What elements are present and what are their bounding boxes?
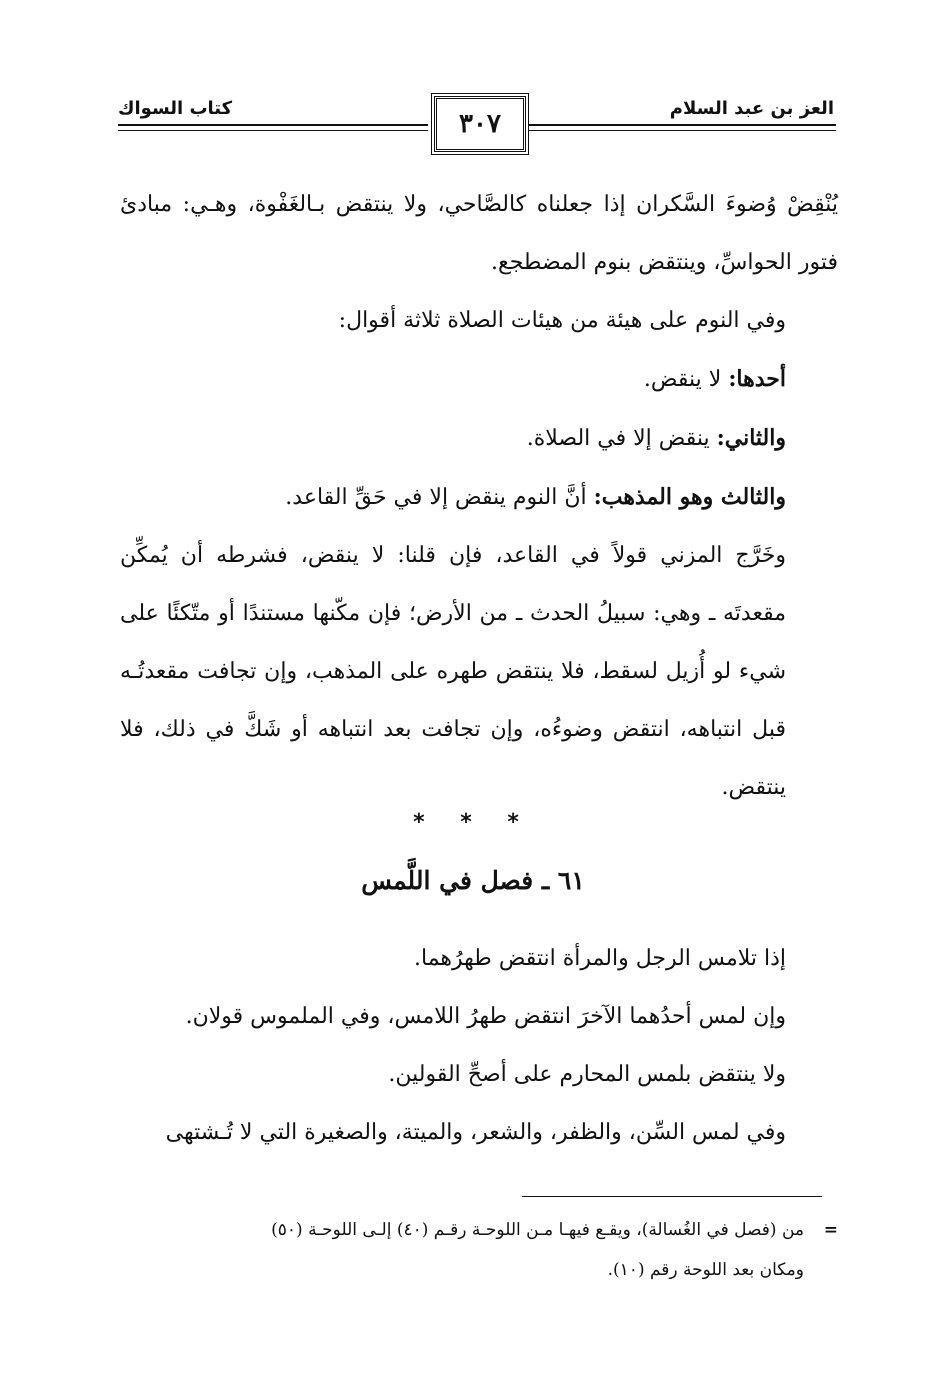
page-number: ٣٠٧ (434, 96, 526, 152)
footnote-line-1 (118, 1210, 838, 1250)
header-rule-left-thin (118, 130, 428, 131)
footnote-text-1: من (فصل في الغُسالة)، ويقـع فيهـا مـن اللوحـة رقـم (٤٠) إلـى اللوحـة (٥٠) (271, 1220, 804, 1240)
opinion-2-label: والثاني: (716, 425, 786, 451)
footnote (118, 1210, 838, 1290)
paragraph-1: يُنْقِضْ وُضوءَ السَّكران إذا جعلناه كالصَّاحي، ولا ينتقض بـالغَفْوة، وهـي: مبادئ فتور الحواسِّ، وينتقض بنوم المضطجع. (120, 192, 838, 275)
footnote-rule (522, 1196, 822, 1197)
opinion-1-text: لا ينقض. (643, 367, 722, 392)
opinion-2-text: ينقض إلا في الصلاة. (526, 426, 710, 451)
section-paragraph-4: وفي لمس السِّن، والظفر، والشعر، والميتة، والصغيرة التي لا تُـشتهى (165, 1120, 786, 1145)
header-rule-right (528, 124, 836, 126)
section-text (120, 930, 838, 1162)
header-book-title: كتاب السواك (118, 98, 233, 119)
opinion-3-text: أنَّ النوم ينقض إلا في حَقِّ القاعد. (285, 485, 587, 510)
section-paragraph-2: وإن لمس أحدُهما الآخرَ انتقض طهرُ اللامس، وفي الملموس قولان. (185, 1004, 786, 1029)
opinion-3-label: والثالث وهو المذهب: (593, 484, 786, 510)
header-rule-right-thin (528, 130, 836, 131)
opinion-1-label: أحدها: (728, 366, 786, 392)
paragraph-intro: وفي النوم على هيئة من هيئات الصلاة ثلاثة أقوال: (338, 308, 786, 333)
main-text (120, 176, 838, 817)
opinion-1 (120, 350, 838, 409)
opinion-3 (120, 468, 838, 527)
paragraph-2: وخَرَّج المزني قولاً في القاعد، فإن قلنا: لا ينقض، فشرطه أن يُمكِّن مقعدتَه ـ وهي: سبيلُ الحدث ـ من الأرض؛ فإن مكّنها مستندًا أو متّكئًا على شيء لو أُزيل لسقط، فلا ينتقض طهره على المذهب، وإن تجافت مقعدتُـه قبل انتباهه، انتقض وضوءُه، وإن تجافت بعد انتباهه أو شَكَّ في ذلك، فلا ينتقض. (120, 543, 786, 800)
section-separator: * * * (413, 810, 533, 835)
section-paragraph-1: إذا تلامس الرجل والمرأة انتقض طهرُهما. (414, 946, 786, 971)
header-author: العز بن عبد السلام (669, 98, 834, 119)
opinion-2 (120, 409, 838, 468)
header-rule-left (118, 124, 428, 126)
footnote-line-2: ومكان بعد اللوحة رقم (١٠). (607, 1260, 804, 1280)
section-paragraph-3: ولا ينتقض بلمس المحارم على أصحِّ القولين. (388, 1062, 786, 1087)
section-heading: ٦١ ـ فصل في اللَّمس (361, 866, 585, 895)
footnote-mark: = (823, 1220, 838, 1240)
